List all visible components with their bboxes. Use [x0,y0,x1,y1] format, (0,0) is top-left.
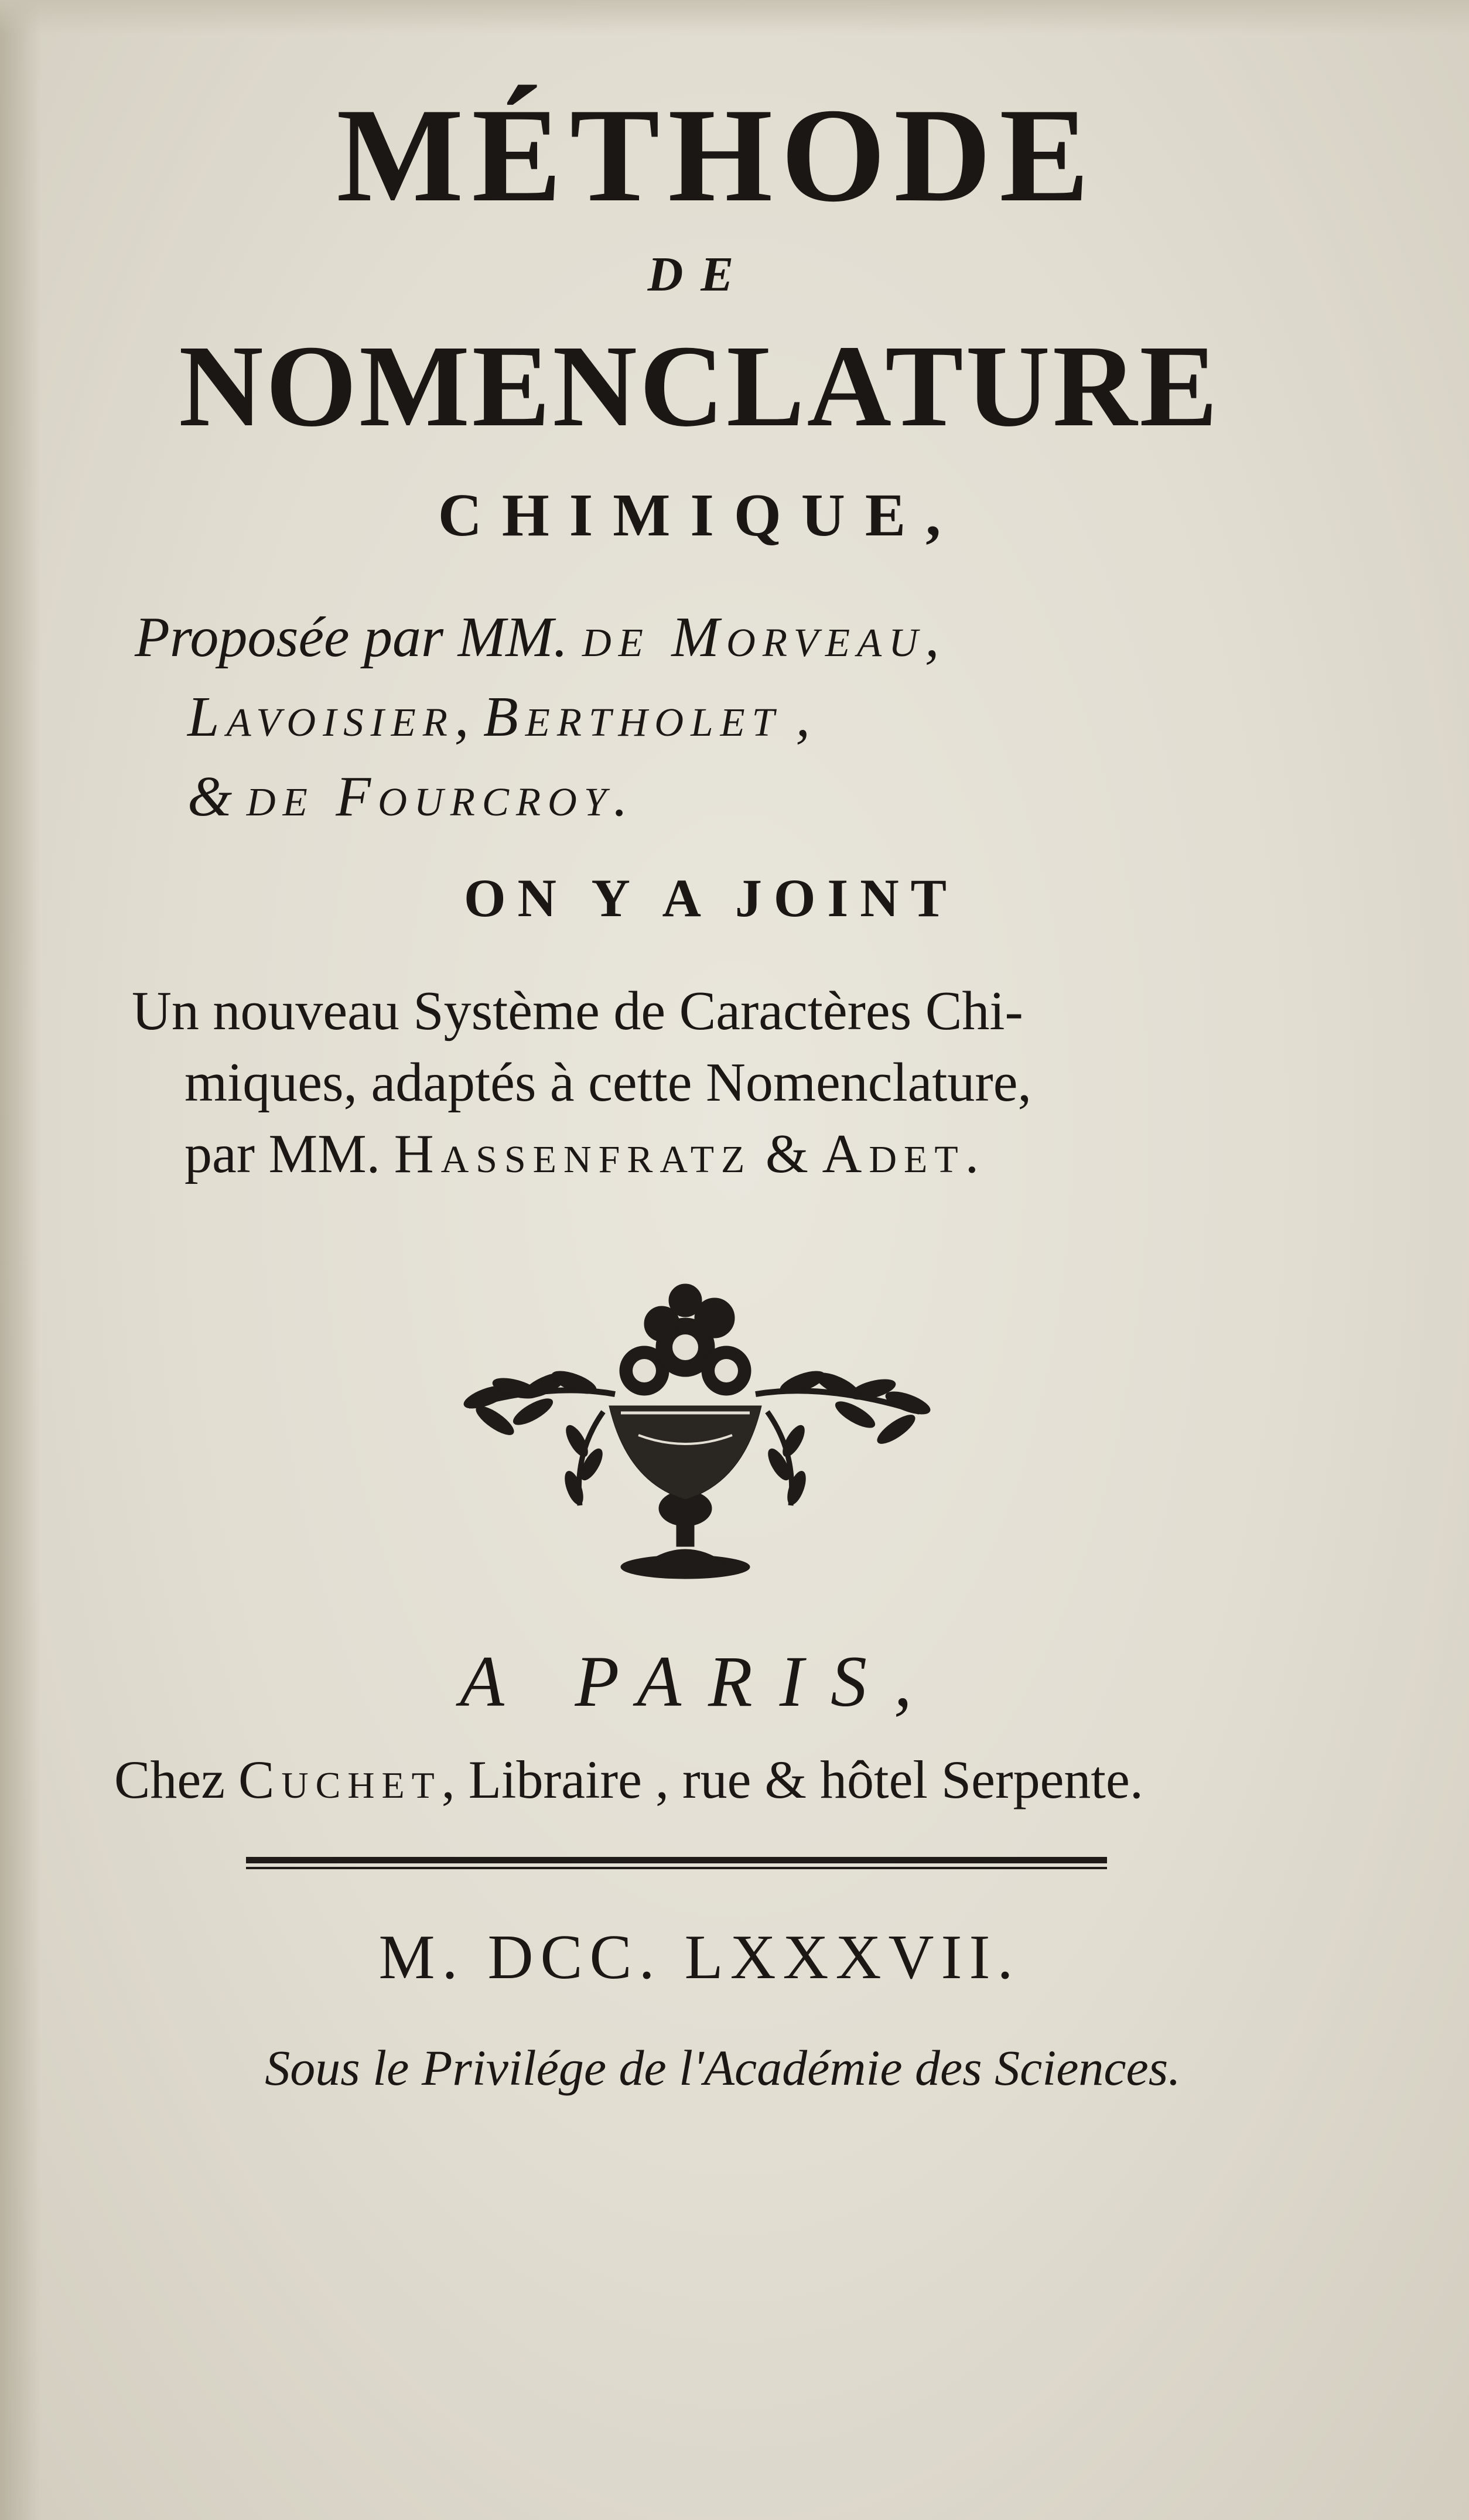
rule-thick [246,1857,1107,1863]
author-adet: Adet [822,1124,965,1184]
flower-urn-vignette-icon [451,1259,955,1587]
author-hassenfratz: Hassenfratz [394,1124,752,1184]
on-y-a-joint: ON Y A JOINT [463,868,959,928]
systeme-period: . [965,1124,979,1184]
double-rule-divider [246,1857,1107,1872]
publisher-chez: Chez [114,1750,239,1809]
authors-block [135,597,1277,836]
systeme-block [132,975,1303,1190]
imprint-city: A PARIS, [459,1641,940,1722]
privilege-line: Sous le Privilége de l'Académie des Sciences. [265,2040,1181,2096]
systeme-line-2: miques, adaptés à cette Nomenclature, [185,1052,1031,1113]
systeme-line-1: Un nouveau Système de Caractères Chi- [132,981,1023,1042]
publication-year: M. DCC. LXXXVII. [378,1923,1020,1992]
authors-comma: , [781,685,810,749]
title-chimique: CHIMIQUE, [438,482,961,549]
authors-prefix: Proposée par MM. [135,606,582,669]
rule-thin [246,1867,1107,1869]
authors-line-2 [135,677,1277,757]
publisher-name: Cuchet [238,1750,442,1809]
title-nomenclature: NOMENCLATURE [179,322,1220,451]
publisher-address: , Libraire , rue & hôtel Serpente. [441,1750,1143,1809]
authors-ampersand: & [187,765,247,828]
systeme-ampersand: & [751,1124,822,1184]
systeme-par-mm: par MM. [185,1124,394,1184]
authors-separator: , [454,685,483,749]
author-lavoisier: Lavoisier [187,685,455,749]
author-de-fourcroy: de Fourcroy [246,765,614,828]
authors-line-3 [135,757,1277,836]
authors-period: . [613,765,628,828]
authors-line-1 [135,597,1277,677]
title-methode: MÉTHODE [336,80,1098,230]
author-bertholet: Bertholet [483,685,781,749]
page-top-shadow [0,0,1469,35]
title-de: DE [647,247,751,302]
publisher-line [114,1749,1344,1811]
authors-comma: , [925,606,940,669]
author-de-morveau: de Morveau [582,606,925,669]
systeme-line-3 [132,1118,1303,1190]
